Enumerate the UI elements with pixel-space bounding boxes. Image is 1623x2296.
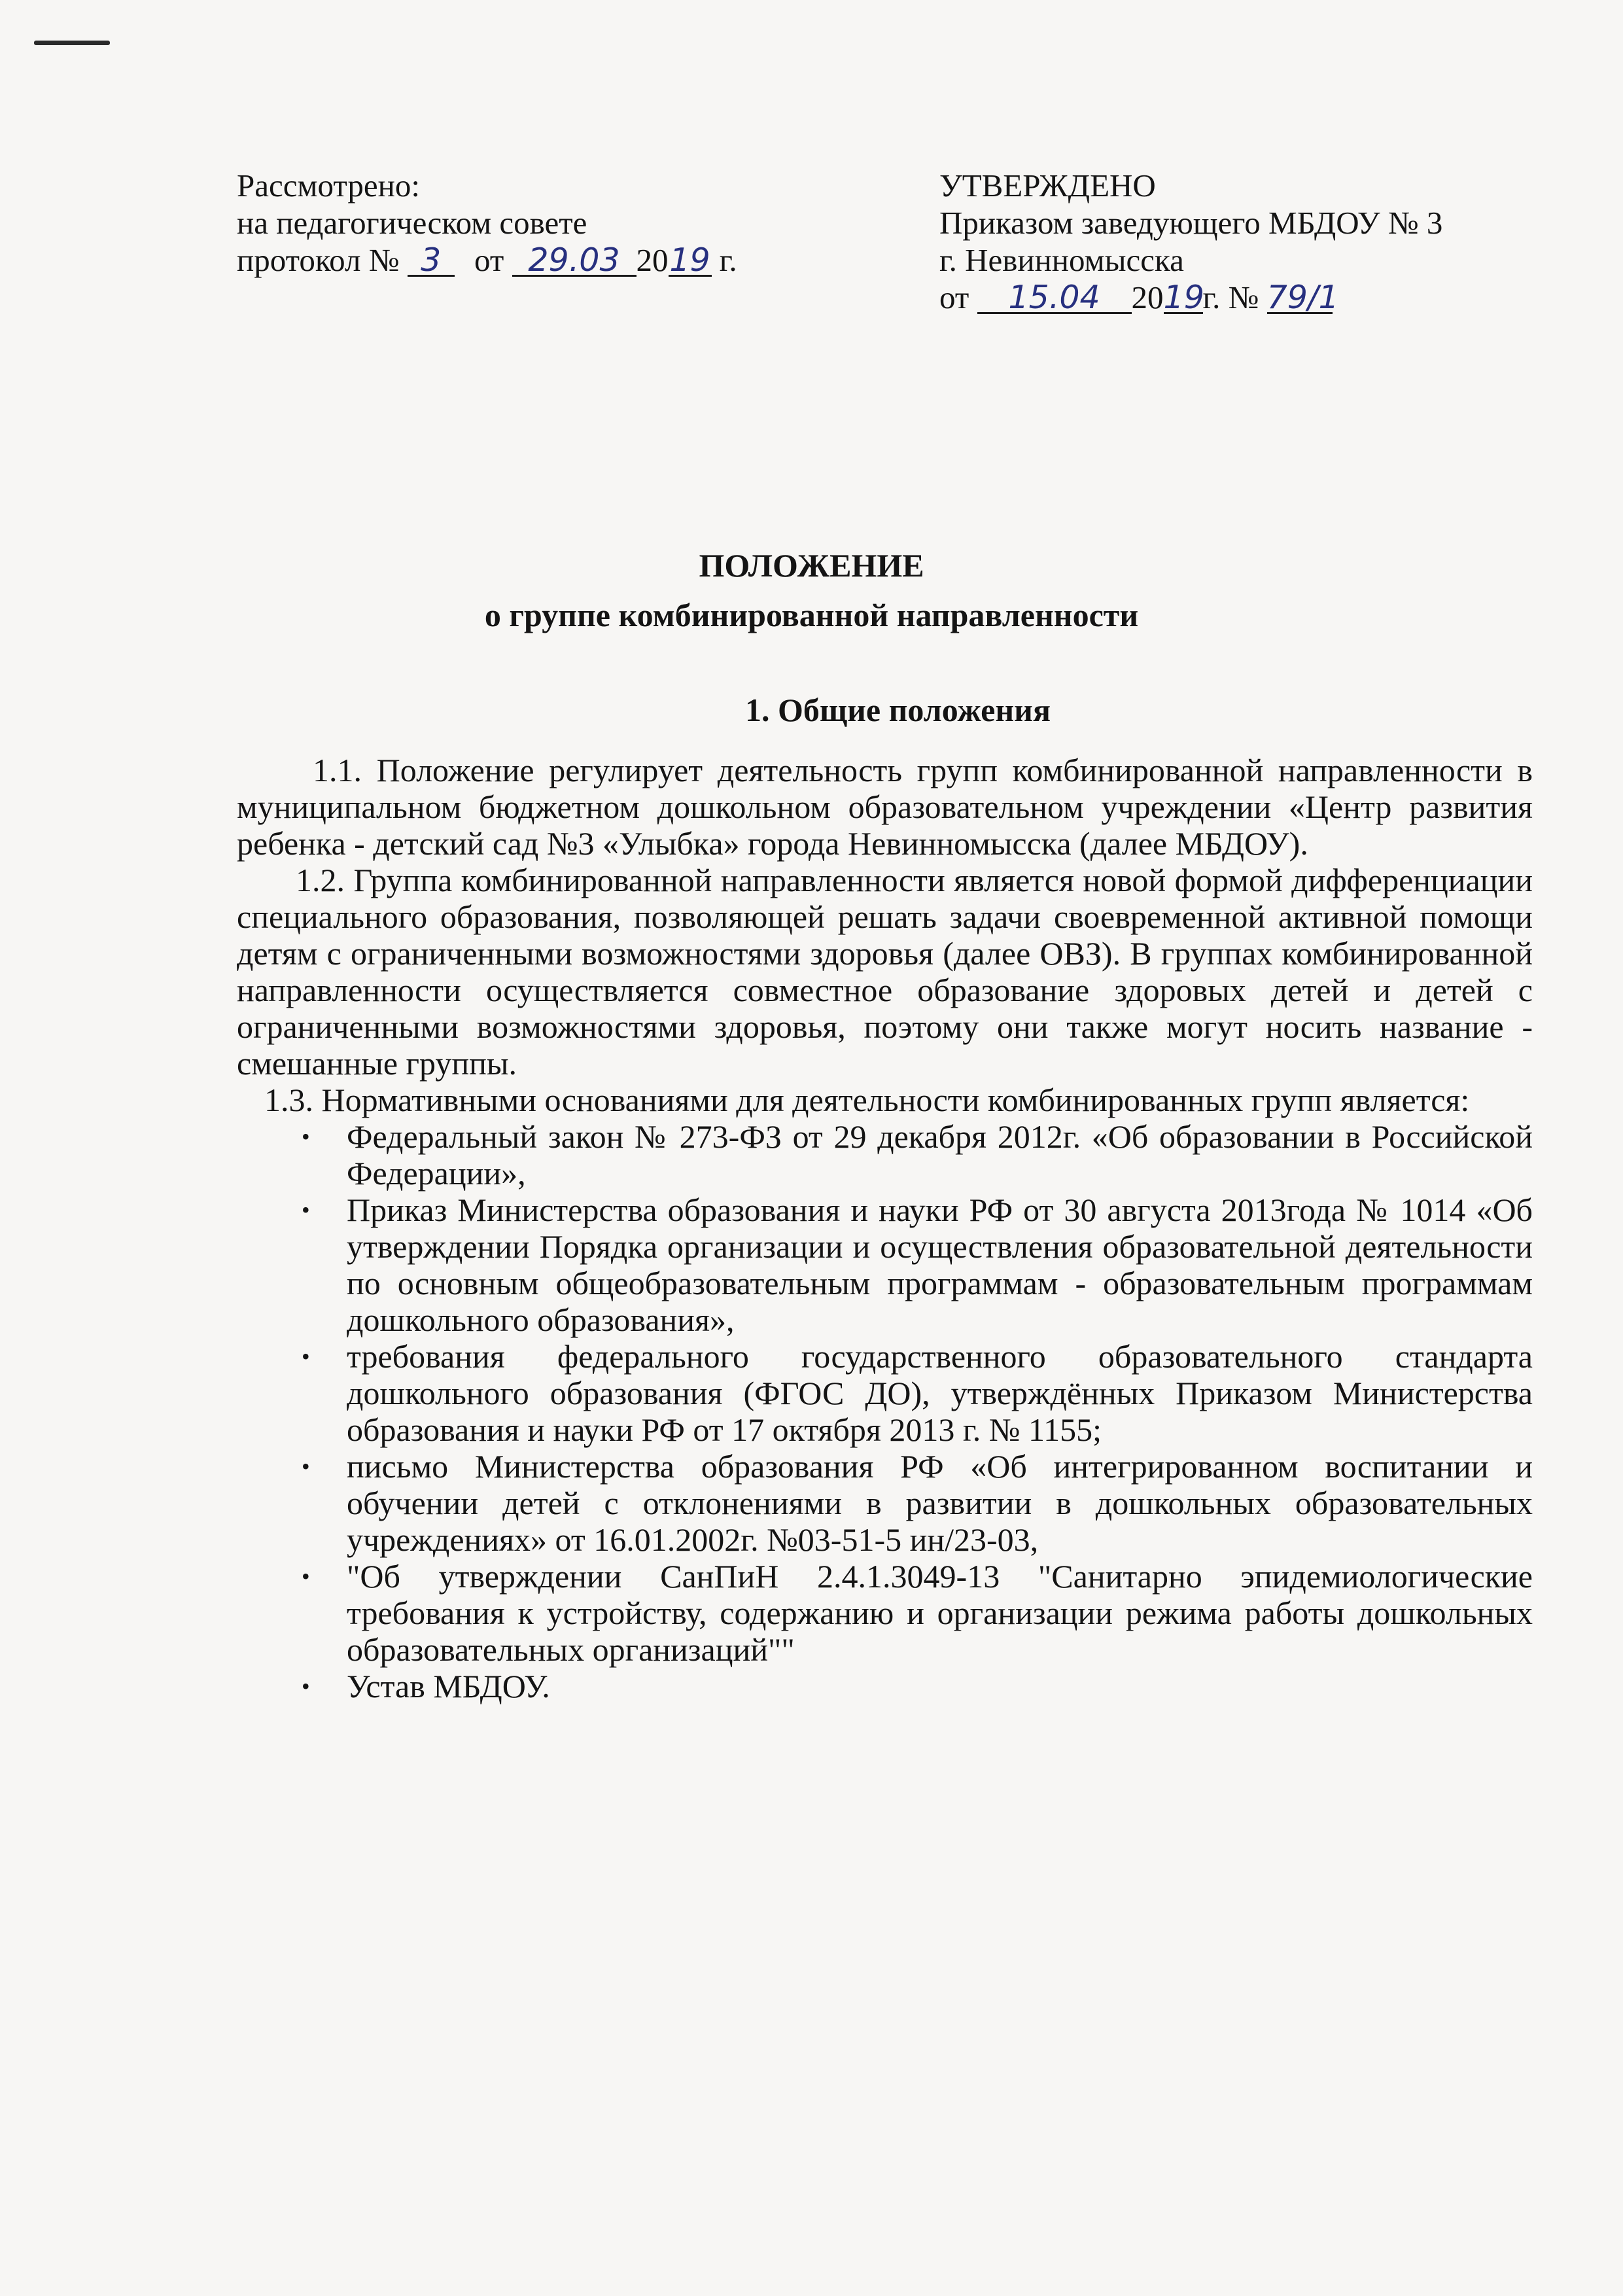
handwritten-order-year: 19 <box>1163 279 1204 316</box>
list-item: • Федеральный закон № 273-ФЗ от 29 декабря 2012г. «Об образовании в Российской Федерации», <box>237 1118 1533 1192</box>
header-left-line1: Рассмотрено: <box>237 168 420 203</box>
list-item: • Устав МБДОУ. <box>237 1668 1533 1704</box>
paragraph-1-1: 1.1. Положение регулирует деятельность групп комбинированной направленности в муниципальном бюджетном дошкольном образовательном учреждении «Центр развития ребенка - детский сад №3 «Улыбка» города Невинномысска (далее МБДОУ). <box>237 752 1533 862</box>
handwritten-protocol-number: 3 <box>408 246 455 277</box>
handwritten-date: 29.03 <box>512 246 637 277</box>
list-item: • Приказ Министерства образования и науки РФ от 30 августа 2013года № 1014 «Об утверждении Порядка организации и осуществления образовательной деятельности по основным общеобразовательным программам - образовательным программам дошкольного образования», <box>237 1192 1533 1338</box>
paragraph-1-3: 1.3. Нормативными основаниями для деятельности комбинированных групп является: <box>264 1082 1470 1118</box>
normative-bases-list <box>237 1118 1533 1704</box>
header-left-line2: на педагогическом совете <box>237 205 587 241</box>
header-right-order: от 15.04 2019г. № 79/1 <box>939 279 1339 316</box>
document-subtitle: о группе комбинированной направленности <box>484 597 1139 633</box>
header-right-line2: Приказом заведующего МБДОУ № 3 <box>939 205 1443 241</box>
handwritten-order-date: 15.04 <box>977 283 1132 314</box>
handwritten-year: 19 <box>669 241 710 279</box>
header-approval-left <box>237 167 737 279</box>
header-left-protocol: протокол № 3 от 29.03 2019 г. <box>237 241 737 279</box>
list-item: • требования федерального государственного образовательного стандарта дошкольного образования (ФГОС ДО), утверждённых Приказом Министерства образования и науки РФ от 17 октября 2013 г. № 1155; <box>237 1338 1533 1448</box>
header-right-line1: УТВЕРЖДЕНО <box>939 168 1156 203</box>
header-approval-right <box>939 167 1442 316</box>
list-item: • письмо Министерства образования РФ «Об интегрированном воспитании и обучении детей с отклонениями в развитии в дошкольных образовательных учреждениях» от 16.01.2002г. №03-51-5 ин/23-03, <box>237 1448 1533 1558</box>
header-right-line3: г. Невинномысска <box>939 242 1184 278</box>
document-body <box>237 692 1533 1704</box>
paragraph-1-2: 1.2. Группа комбинированной направленности является новой формой дифференциации специального образования, позволяющей решать задачи своевременной активной помощи детям с ограниченными возможностями здоровья (далее ОВЗ). В группах комбинированной направленности осуществляется совместное образование здоровых детей и детей с ограниченными возможностями здоровья, поэтому они также могут носить название - смешанные группы. <box>237 862 1533 1082</box>
list-item: • "Об утверждении СанПиН 2.4.1.3049-13 "Санитарно эпидемиологические требования к устройству, содержанию и организации режима работы дошкольных образовательных организаций"" <box>237 1558 1533 1668</box>
document-title: ПОЛОЖЕНИЕ <box>699 547 924 584</box>
section-heading: 1. Общие положения <box>744 692 1051 728</box>
handwritten-order-number: 79/1 <box>1266 279 1339 316</box>
scan-edge-mark <box>34 41 110 45</box>
